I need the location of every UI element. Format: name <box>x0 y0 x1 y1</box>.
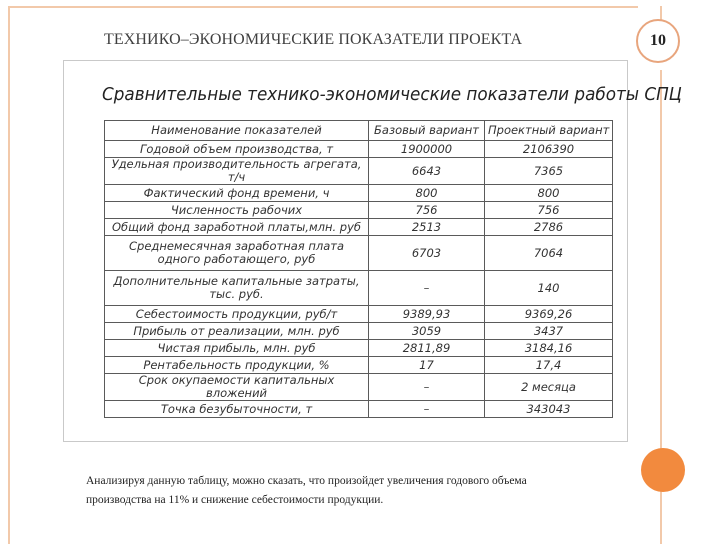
row-name: Рентабельность продукции, % <box>105 357 369 374</box>
table-header-row <box>105 121 613 141</box>
row-project: 756 <box>485 202 613 219</box>
table-row <box>105 141 613 158</box>
page-number-badge <box>636 19 680 63</box>
row-base: 800 <box>369 185 485 202</box>
slide-frame-right-upper <box>660 6 662 20</box>
row-project: 2786 <box>485 219 613 236</box>
row-base: 6703 <box>369 236 485 271</box>
table-row <box>105 357 613 374</box>
indicators-table <box>104 120 613 418</box>
row-name: Годовой объем производства, т <box>105 141 369 158</box>
row-project: 343043 <box>485 401 613 418</box>
row-name: Прибыль от реализации, млн. руб <box>105 323 369 340</box>
row-project: 7365 <box>485 158 613 185</box>
conclusion-text <box>86 472 646 510</box>
row-base: 6643 <box>369 158 485 185</box>
table-row <box>105 340 613 357</box>
row-base: 9389,93 <box>369 306 485 323</box>
row-name: Дополнительные капитальные затраты, тыс. руб. <box>105 271 369 306</box>
table-row <box>105 401 613 418</box>
row-name: Фактический фонд времени, ч <box>105 185 369 202</box>
row-project: 3437 <box>485 323 613 340</box>
table-row <box>105 271 613 306</box>
decorative-circle <box>641 448 685 492</box>
table-row <box>105 202 613 219</box>
slide-frame-left <box>8 6 10 544</box>
header-project: Проектный вариант <box>485 121 613 141</box>
row-project: 2 месяца <box>485 374 613 401</box>
table-row <box>105 185 613 202</box>
row-project: 7064 <box>485 236 613 271</box>
row-base: – <box>369 401 485 418</box>
row-base: 17 <box>369 357 485 374</box>
conclusion-line-1: Анализируя данную таблицу, можно сказать, что произойдет увеличения годового объема <box>86 475 527 487</box>
row-project: 17,4 <box>485 357 613 374</box>
row-name: Себестоимость продукции, руб/т <box>105 306 369 323</box>
row-project: 9369,26 <box>485 306 613 323</box>
row-base: 3059 <box>369 323 485 340</box>
row-name: Срок окупаемости капитальных вложений <box>105 374 369 401</box>
header-base: Базовый вариант <box>369 121 485 141</box>
conclusion-line-2: производства на 11% и снижение себестоимости продукции. <box>86 494 384 506</box>
row-base: – <box>369 374 485 401</box>
row-project: 800 <box>485 185 613 202</box>
row-name: Удельная производительность агрегата, т/ч <box>105 158 369 185</box>
page-number: 10 <box>650 32 666 49</box>
slide-frame-top <box>8 6 638 8</box>
row-name: Среднемесячная заработная плата одного работающего, руб <box>105 236 369 271</box>
row-base: 756 <box>369 202 485 219</box>
page-title: ТЕХНИКО–ЭКОНОМИЧЕСКИЕ ПОКАЗАТЕЛИ ПРОЕКТА <box>104 31 523 48</box>
row-base: 2513 <box>369 219 485 236</box>
row-name: Точка безубыточности, т <box>105 401 369 418</box>
table-row <box>105 306 613 323</box>
row-name: Численность рабочих <box>105 202 369 219</box>
row-project: 2106390 <box>485 141 613 158</box>
row-project: 3184,16 <box>485 340 613 357</box>
table-row <box>105 374 613 401</box>
header-name: Наименование показателей <box>105 121 369 141</box>
table-row <box>105 219 613 236</box>
row-name: Чистая прибыль, млн. руб <box>105 340 369 357</box>
row-base: – <box>369 271 485 306</box>
row-base: 1900000 <box>369 141 485 158</box>
table-row <box>105 323 613 340</box>
row-project: 140 <box>485 271 613 306</box>
drawing-title: Сравнительные технико-экономические показатели работы СПЦ <box>102 85 682 105</box>
table-row <box>105 158 613 185</box>
row-base: 2811,89 <box>369 340 485 357</box>
row-name: Общий фонд заработной платы,млн. руб <box>105 219 369 236</box>
table-row <box>105 236 613 271</box>
